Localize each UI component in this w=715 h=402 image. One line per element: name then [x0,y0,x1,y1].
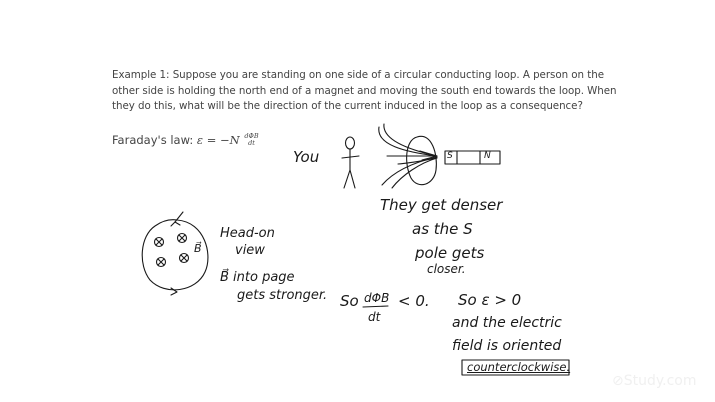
note-b-into-1: B⃗ into page [220,270,295,285]
note-head-on-2: view [235,243,265,258]
note-b-into-2: gets stronger. [237,288,328,303]
b-into-page-icon [155,234,189,267]
problem-line: other side is holding the north end of a magnet and moving the south end towards the loop. When [112,84,617,97]
deriv-denominator: dt [368,310,381,324]
b-vector-label: B⃗ [194,242,202,255]
stick-figure-icon [342,137,359,188]
law-denominator: dt [248,138,255,147]
deriv-numerator: dΦB [364,291,390,305]
note-denser-1: They get denser [380,196,503,214]
law-label: Faraday's law: [112,133,197,147]
so-emf: So ε > 0 [458,291,522,309]
conclusion-2: field is oriented [452,338,562,354]
note-denser-3: pole gets [415,244,485,262]
magnet-n-label: N [484,151,491,161]
note-head-on-1: Head-on [220,226,275,241]
bar-magnet-icon [445,151,500,164]
law-lhs: ε = −N [196,133,240,147]
deriv-relation: < 0. [398,292,430,310]
answer-text: counterclockwise. [467,360,571,374]
problem-line: Example 1: Suppose you are standing on one side of a circular conducting loop. A person on the [112,69,604,81]
conclusion-1: and the electric [452,315,562,331]
law-numerator: dΦB [244,131,259,140]
study-watermark: ⊘Study.com [612,373,697,389]
problem-line: they do this, what will be the direction of the current induced in the loop as a consequence? [112,100,583,113]
so-label: So [340,292,359,310]
magnet-s-label: S [447,151,453,161]
note-denser-2: as the S [412,220,473,238]
note-denser-4: closer. [427,262,466,276]
label-you: You [293,148,320,166]
field-lines-icon [379,124,437,188]
